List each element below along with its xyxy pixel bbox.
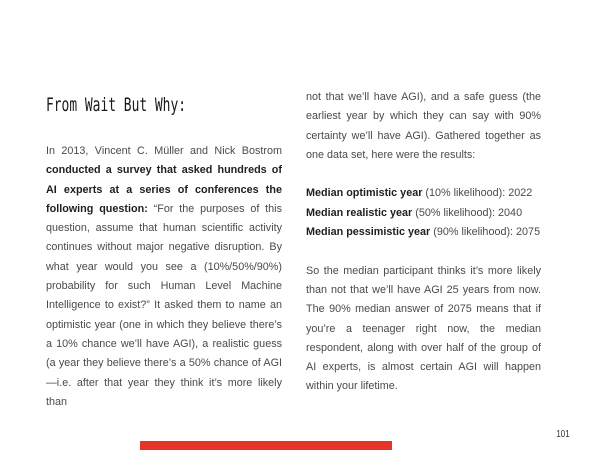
median-label: Median optimistic year: [306, 187, 423, 200]
median-label: Median pessimistic year: [306, 226, 431, 239]
intro-text: In 2013, Vincent C. Müller and Nick Bostrom: [46, 145, 282, 157]
median-label: Median realistic year: [306, 206, 413, 219]
right-column: [306, 88, 541, 397]
left-column: [46, 142, 282, 412]
section-heading: From Wait But Why:: [46, 94, 187, 116]
median-detail: (10% likelihood): 2022: [422, 187, 533, 200]
survey-paragraph: [46, 142, 282, 412]
conclusion-paragraph: So the median participant thinks it’s more likely than not that we’ll have AGI 25 years from now. The 90% median answer of 2075 means that if you’re a teenager right now, the median respondent, along with over half of the group of AI experts, is almost certain AGI will happen within your lifetime.: [306, 264, 541, 393]
red-accent-bar: [140, 441, 392, 450]
median-detail: (90% likelihood): 2075: [430, 226, 541, 239]
median-results-list: [306, 184, 541, 242]
median-optimistic-line: [306, 184, 541, 203]
median-realistic-line: [306, 204, 541, 223]
median-pessimistic-line: [306, 223, 541, 242]
page-number: 101: [556, 429, 570, 440]
continuation-paragraph: not that we’ll have AGI), and a safe guess (the earliest year by which they can say with 90% certainty we’ll have AGI). Gathered together as one data set, here were the results:: [306, 91, 541, 161]
median-detail: (50% likelihood): 2040: [412, 206, 523, 219]
question-text: “For the purposes of this question, assume that human scientific activity continues without major negative disruption. By what year would you see a (10%/50%/90%) probability for such Human Level Machine Intelligence to exist?” It asked them to name an optimistic year (one in which they believe there’s a 10% chance we’ll have AGI), a realistic guess (a year they believe there’s a 50% chance of AGI—i.e. after that year they think it’s more likely than: [46, 202, 282, 408]
bold-survey-text: conducted a survey that asked hundreds of AI experts at a series of conferences the following question:: [46, 164, 282, 215]
